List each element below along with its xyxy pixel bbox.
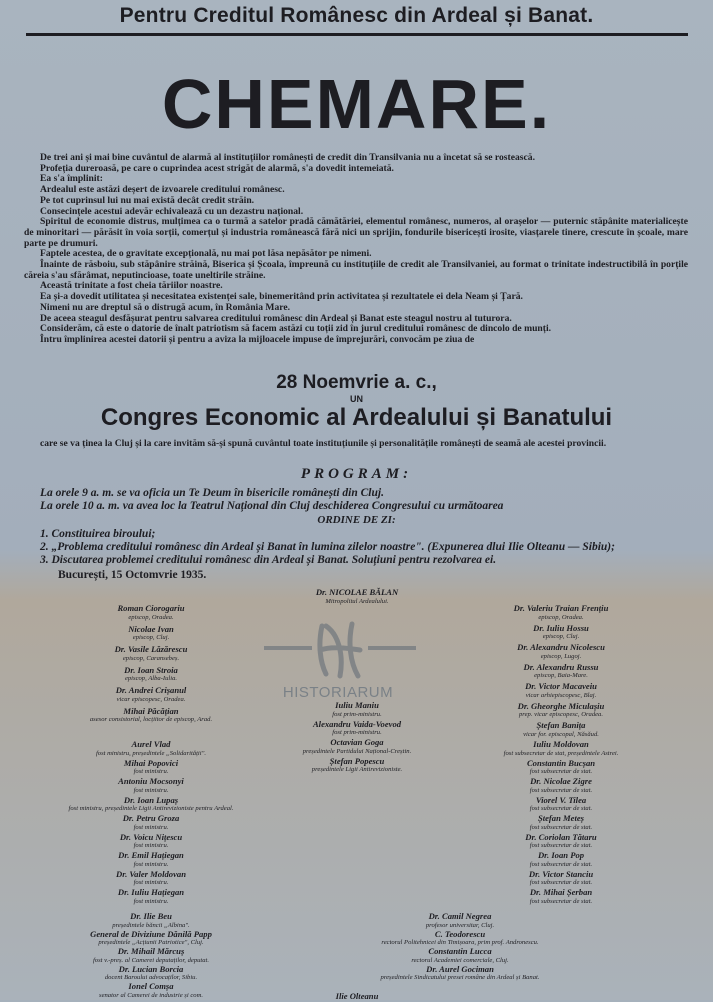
- paragraph: Considerăm, că este o datorie de înalt patriotism să facem astăzi cu toții zid în jurul creditului românesc de dincolo de munți.: [40, 323, 552, 335]
- appeal-body: [24, 153, 688, 346]
- paragraph: Ea s'a împlinit:: [40, 173, 103, 185]
- paragraph: Întru împlinirea acestei datorii și pentru a aviza la mijloacele impuse de împrejurări, convocăm pe ziua de: [40, 333, 475, 345]
- signatory: Dr. Emil Hațiegan fost ministru.: [118, 850, 184, 868]
- un-label: UN: [350, 394, 363, 404]
- paragraph: De aceea steagul desfășurat pentru salvarea creditului românesc din Ardeal și Banat este steagul nostru al tuturora.: [40, 312, 512, 324]
- historiarum-logo-icon: [260, 614, 420, 686]
- signatory: Dr. Alexandru Nicolescu episcop, Lugoj.: [517, 642, 605, 660]
- signatory: Ștefan Banița vicar for. episcopal, Năsăud.: [523, 720, 599, 738]
- signatory: Dr. Valeriu Traian Frențiu episcop, Oradea.: [513, 603, 609, 621]
- signatory: Constantin Lucca rectorul Academiei comerciale, Cluj.: [411, 946, 509, 964]
- signatory: Roman Ciorogariu episcop, Oradea.: [117, 603, 185, 621]
- program-line-1: La orele 9 a. m. se va oficia un Te Deum în bisericile românești din Cluj.: [40, 487, 384, 499]
- signatory: Dr. Mihai Șerban fost subsecretar de stat.: [529, 887, 593, 905]
- signatory: Dr. Victor Macaveiu vicar arhiepiscopesc, Blaj.: [525, 681, 597, 699]
- signatory: Dr. Ilie Beu președintele băncii „Albina".: [112, 911, 190, 929]
- signatory: Iuliu Moldovan fost subsecretar de stat, președintele Astrei.: [503, 739, 619, 757]
- paragraph: Consecințele acestui adevăr echivalează cu un dezastru național.: [40, 205, 304, 217]
- signatory: Mihai Păcățian asesor consistorial, locțiitor de episcop, Arad.: [89, 705, 213, 723]
- signatory-name: Dr. NICOLAE BĂLAN: [315, 587, 399, 597]
- poster-header: Pentru Creditul Românesc din Ardeal și Banat.: [119, 4, 594, 27]
- signatory: Dr. Gheorghe Miculașiu prep. vicar episcopesc, Oradea.: [517, 700, 605, 718]
- signatory: General de Diviziune Dănilă Papp președintele „Acțiunii Patriotice", Cluj.: [90, 928, 212, 946]
- signatories-left-a: [46, 604, 256, 727]
- congress-description: care se va ținea la Cluj și la care invităm să-și spună cuvântul toate instituțiunile și personalitățile românești de seamă ale acestei provincii.: [40, 438, 607, 449]
- signatory: Dr. Ioan Stroia episcop, Alba-Iulia.: [124, 664, 178, 682]
- signatory: Dr. Lucian Borcia docent Baroului advocaților, Sibiu.: [104, 963, 198, 981]
- paragraph: Această trinitate a fost cheia tăriilor noastre.: [40, 280, 223, 292]
- signatory: Viorel V. Tilea fost subsecretar de stat.: [529, 794, 593, 812]
- signatory: Dr. Camil Negrea profesor universitar, Cluj.: [425, 911, 495, 929]
- congress-title: Congres Economic al Ardealului și Banatului: [100, 404, 613, 431]
- signatory-role: Mitropolitul Ardealului.: [325, 597, 389, 605]
- signatory: Antoniu Mocsonyi fost ministru.: [118, 776, 184, 794]
- signatory: Dr. Andrei Crișanul vicar episcopesc, Oradea.: [115, 685, 187, 703]
- signatory-bottom: [252, 992, 462, 1002]
- signatory: Dr. Vasile Lăzărescu episcop, Caransebeș.: [114, 644, 188, 662]
- paragraph: Nimeni nu are dreptul să o distrugă acum, în România Mare.: [40, 301, 290, 313]
- signatory: Dr. Victor Stanciu fost subsecretar de stat.: [528, 868, 594, 886]
- signatory: Nicolae Ivan episcop, Cluj.: [128, 623, 174, 641]
- header-rule: [26, 33, 688, 36]
- signatory: Dr. Ioan Lupaș fost ministru, președintele Ligii Antirevizioniste pentru Ardeal.: [68, 794, 234, 812]
- signatory: Dr. Mihail Mărcuș fost v.-preș. al Camerei deputaților, deputat.: [92, 946, 210, 964]
- order-item-3: 3. Discutarea problemei creditului românesc din Ardeal și Banat. Soluțiuni pentru rezolvarea ei.: [40, 554, 497, 566]
- paragraph: Ardealul este astăzi deșert de izvoarele creditului românesc.: [40, 184, 285, 196]
- signatory: Aurel Vlad fost ministru, președintele „Solidarității".: [95, 739, 207, 757]
- signatory-name: Ilie Olteanu: [335, 991, 379, 1001]
- congress-date: 28 Noemvrie a. c.,: [276, 372, 437, 393]
- paragraph: Înainte de răsboiu, sub stăpânire străină, Biserica și Școala, împreună cu instituțiile de credit ale Transilvaniei, au format o trinitate indestructibilă în porțile căreia s'au sfărâmat, neputincioase, toate uneltirile străine.: [24, 259, 688, 281]
- signatory: Dr. Aurel Gociman președintele Sindicatului presei române din Ardeal și Banat.: [380, 963, 540, 981]
- signatory: Ionel Comșa senator al Camerei de industrie și com.: [99, 981, 203, 999]
- paragraph: De trei ani și mai bine cuvântul de alarmă al instituțiilor românești de credit din Transilvania nu a încetat să se rostească.: [40, 152, 535, 163]
- signatory: Dr. Coriolan Tătaru fost subsecretar de stat.: [525, 831, 597, 849]
- paragraph: Ea și-a dovedit utilitatea și necesitatea existenței sale, binemeritând prin activitatea și rezultatele ei dela Neam și Țară.: [40, 291, 523, 303]
- paragraph: Profeția dureroasă, pe care o cuprindea acest strigăt de alarmă, s'a dovedit intemeiată.: [40, 162, 394, 174]
- order-title: ORDINE DE ZI:: [317, 514, 396, 526]
- order-item-1: 1. Constituirea biroului;: [40, 528, 156, 540]
- program-line-2: La orele 10 a. m. va avea loc la Teatrul Național din Cluj deschiderea Congresului cu următoarea: [40, 500, 504, 512]
- signatory: Dr. Voicu Nițescu fost ministru.: [119, 831, 183, 849]
- signatories-center-a: [252, 701, 462, 775]
- watermark-text: HISTORIARUM: [282, 684, 394, 701]
- signatory: Octavian Goga președintele Partidului Național-Creștin.: [302, 737, 412, 755]
- signatory-metropolitan: [252, 588, 462, 606]
- signatory: Dr. Iuliu Hossu episcop, Cluj.: [533, 622, 589, 640]
- program-title: PROGRAM:: [300, 466, 413, 482]
- signatory: Dr. Ioan Pop fost subsecretar de stat.: [529, 850, 593, 868]
- signatory: Alexandru Vaida-Voevod fost prim-ministru.: [312, 718, 402, 736]
- signatories-left-b: [46, 740, 256, 907]
- order-item-2: 2. „Problema creditului românesc din Ardeal și Banat în lumina zilelor noastre". (Expunerea dlui Ilie Olteanu — Sibiu);: [40, 541, 615, 553]
- signatory: Iuliu Maniu fost prim-ministru.: [332, 700, 382, 718]
- place-date: București, 15 Octomvrie 1935.: [58, 569, 207, 581]
- signatory: Dr. Iuliu Hațiegan fost ministru.: [117, 887, 185, 905]
- signatories-right-a: [456, 604, 666, 741]
- signatory: Mihai Popovici fost ministru.: [123, 757, 179, 775]
- paragraph: Spiritul de economie distrus, mulțimea ca o turmă a satelor pradă cămătăriei, elementul românesc, numeros, al orașelor — puternic stăpânite materialicește de minoritari — părăsit în voia sorții, comerțul și industria românească fără nici un sprijin, fondurile bisericești irosite, viasțarele tinere, crescute în școale, mare parte pe drumuri.: [24, 216, 688, 249]
- signatory: Ștefan Meteș fost subsecretar de stat.: [529, 813, 593, 831]
- signatories-right-c: [350, 912, 570, 982]
- poster-title: CHEMARE.: [161, 65, 552, 143]
- signatory: Ștefan Popescu președintele Ligii Antirevizioniste.: [311, 755, 403, 773]
- signatories-right-b: [456, 740, 666, 907]
- signatories-left-c: [46, 912, 256, 1000]
- signatory: Constantin Bucșan fost subsecretar de stat.: [526, 757, 596, 775]
- paragraph: Faptele acestea, de o gravitate excepțională, nu mai pot lăsa nepăsător pe nimeni.: [40, 248, 372, 260]
- signatory: Dr. Nicolae Zigre fost subsecretar de stat.: [529, 776, 593, 794]
- signatory: Dr. Petru Groza fost ministru.: [122, 813, 180, 831]
- signatory: Dr. Valer Moldovan fost ministru.: [116, 868, 186, 886]
- signatory: C. Teodorescu rectorul Politehnicei din Timișoara, prim prof. Andronescu.: [381, 928, 539, 946]
- paragraph: Pe tot cuprinsul lui nu mai există decât credit străin.: [40, 194, 255, 206]
- signatory: Dr. Alexandru Russu episcop, Baia-Mare.: [523, 661, 599, 679]
